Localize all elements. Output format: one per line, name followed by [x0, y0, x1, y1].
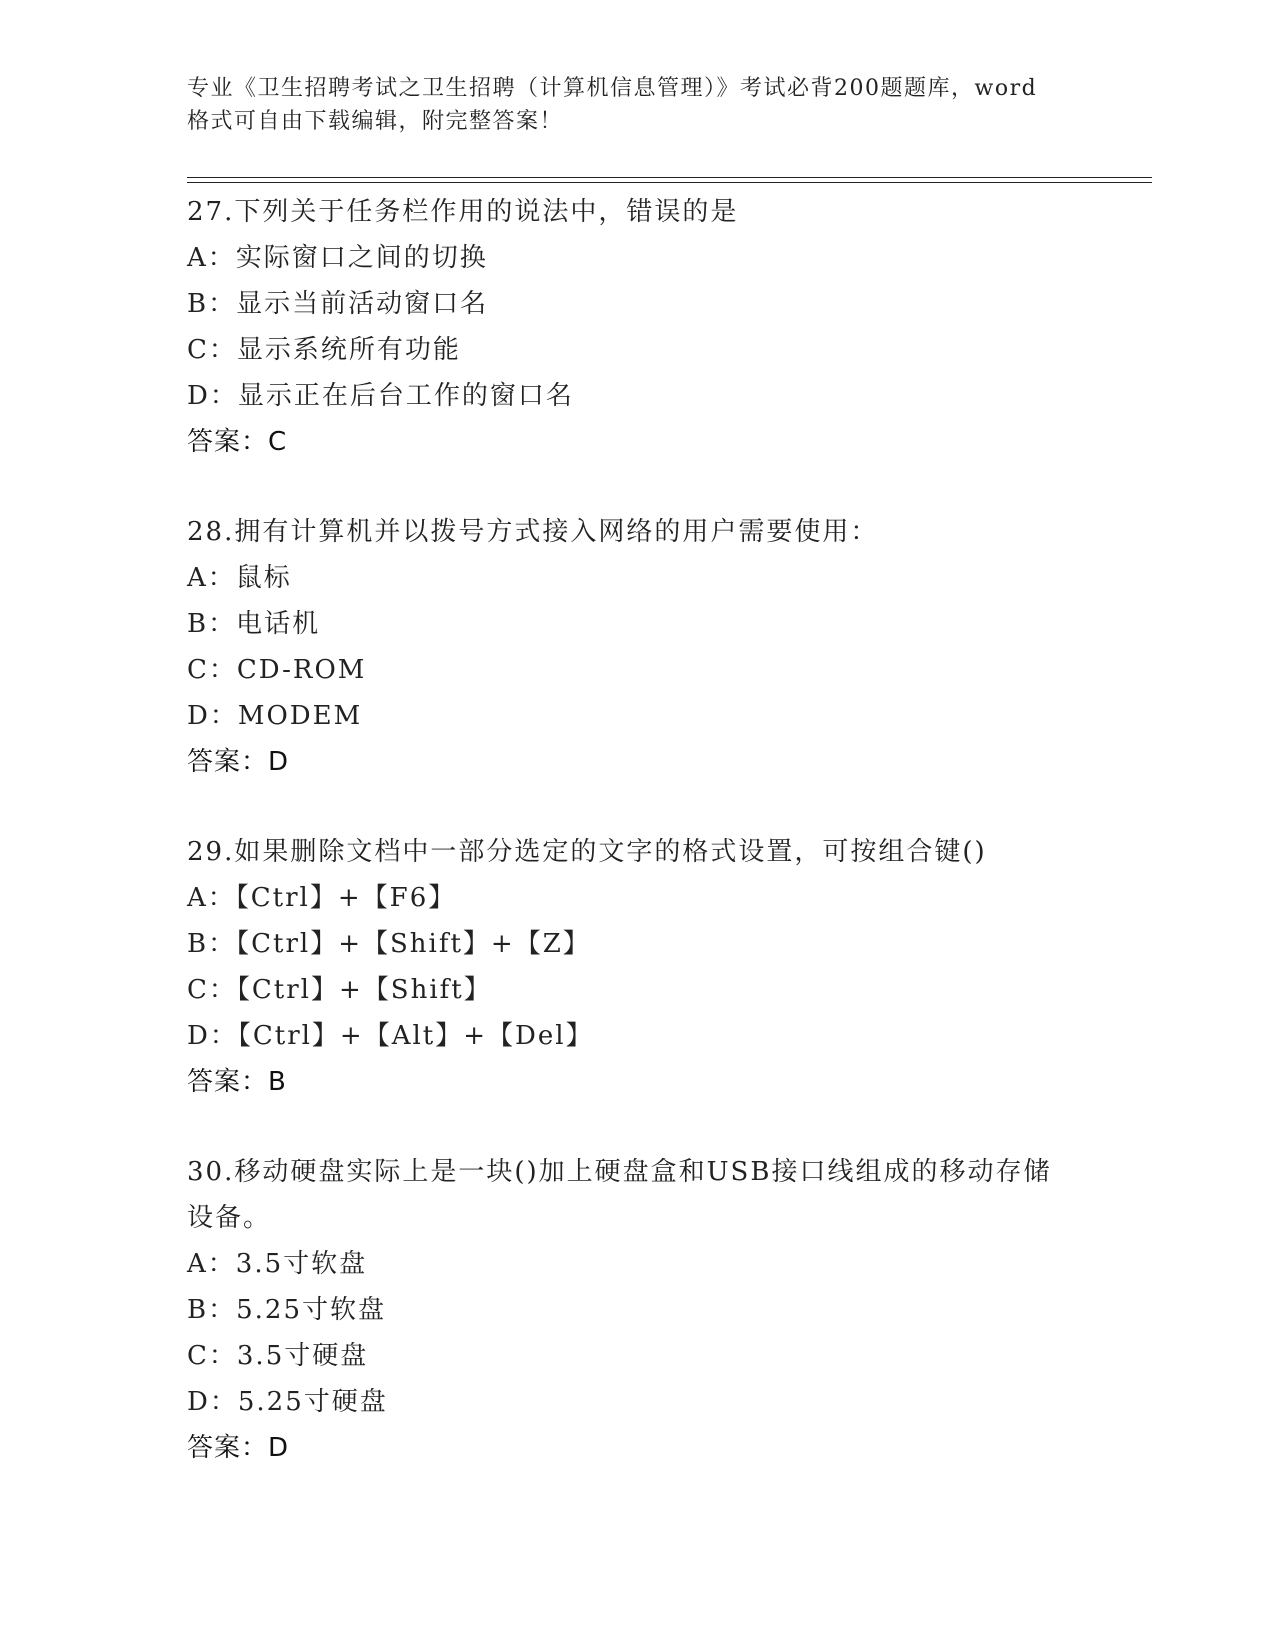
question-text-line: 27.下列关于任务栏作用的说法中，错误的是: [187, 197, 739, 227]
question-28: [187, 509, 1087, 785]
question-text-line: 28.拥有计算机并以拨号方式接入网络的用户需要使用：: [187, 517, 879, 547]
question-text: [187, 1149, 1087, 1241]
question-spacer: [187, 465, 1087, 509]
option-b: B：【Ctrl】+【Shift】+【Z】: [187, 929, 591, 959]
option-c: C：【Ctrl】+【Shift】: [187, 975, 492, 1005]
question-29: [187, 829, 1087, 1105]
option-c: C：显示系统所有功能: [187, 335, 461, 365]
question-text-line: 29.如果删除文档中一部分选定的文字的格式设置，可按组合键(): [187, 837, 987, 867]
question-list: [187, 189, 1087, 1471]
option-d: D：显示正在后台工作的窗口名: [187, 381, 574, 411]
question-text: [187, 829, 1087, 875]
option-c: C：CD-ROM: [187, 655, 367, 685]
question-text-line: 设备。: [187, 1203, 272, 1233]
option-b: B：电话机: [187, 609, 321, 639]
answer: 答案：C: [187, 427, 288, 457]
option-b: B：5.25寸软盘: [187, 1295, 386, 1325]
question-text-line: 30.移动硬盘实际上是一块()加上硬盘盒和USB接口线组成的移动存储: [187, 1157, 1052, 1187]
option-b: B：显示当前活动窗口名: [187, 289, 489, 319]
option-d: D：【Ctrl】+【Alt】+【Del】: [187, 1021, 594, 1051]
header-line-2: 格式可自由下载编辑，附完整答案！: [187, 109, 564, 134]
question-30: [187, 1149, 1087, 1471]
question-spacer: [187, 1105, 1087, 1149]
option-a: A：【Ctrl】+【F6】: [187, 883, 457, 913]
answer: 答案：D: [187, 747, 290, 777]
question-text: [187, 509, 1087, 555]
question-spacer: [187, 785, 1087, 829]
option-a: A：实际窗口之间的切换: [187, 243, 488, 273]
option-c: C：3.5寸硬盘: [187, 1341, 369, 1371]
document-header: [187, 72, 1087, 138]
question-text: [187, 189, 1087, 235]
option-a: A：3.5寸软盘: [187, 1249, 368, 1279]
header-divider-bottom: [187, 182, 1152, 183]
option-d: D：5.25寸硬盘: [187, 1387, 388, 1417]
header-divider-top: [187, 177, 1152, 178]
option-a: A：鼠标: [187, 563, 292, 593]
answer: 答案：B: [187, 1067, 287, 1097]
header-line-1: 专业《卫生招聘考试之卫生招聘（计算机信息管理）》考试必背200题题库，word: [187, 76, 1038, 101]
option-d: D：MODEM: [187, 701, 363, 731]
answer: 答案：D: [187, 1433, 290, 1463]
question-27: [187, 189, 1087, 465]
